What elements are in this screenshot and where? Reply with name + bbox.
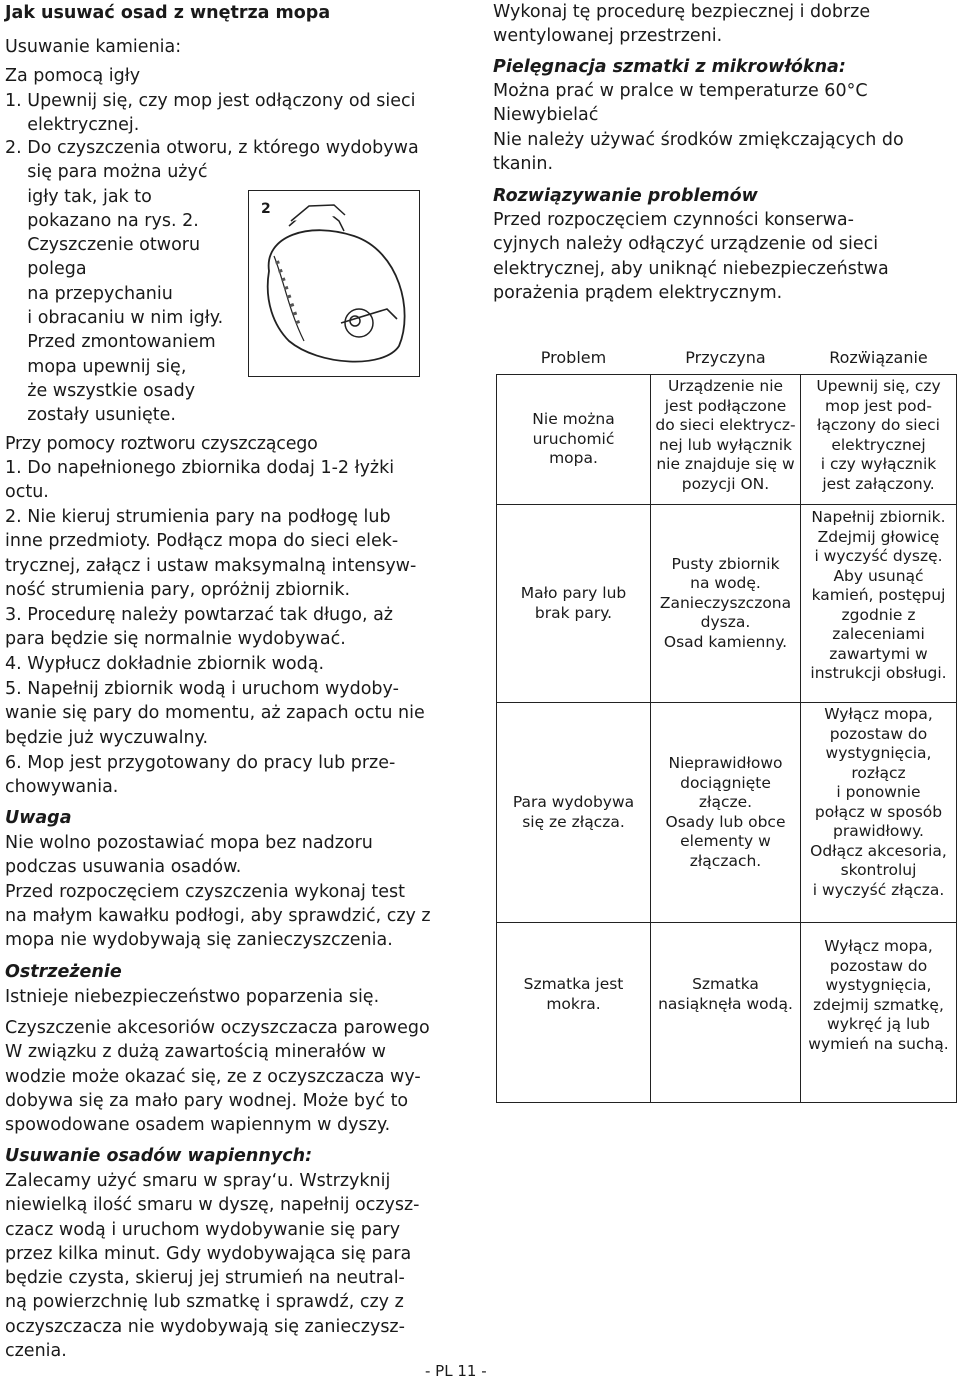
cell-problem: Nie można uruchomić mopa. — [497, 375, 651, 505]
roztwor-step-4: 4. Wypłucz dokładnie zbiornik wodą. — [5, 654, 325, 674]
cell-przyczyna: Szmatka nasiąknęła wodą. — [651, 923, 801, 1103]
table-row — [497, 923, 957, 1103]
cell-przyczyna: Urządzenie nie jest podłączone do sieci elektrycz- nej lub wyłącznik nie znajduje się w pozycji ON. — [651, 375, 801, 505]
cell-problem: Para wydobywa się ze złącza. — [497, 703, 651, 923]
wapienne-heading: Usuwanie osadów wapiennych: — [5, 1146, 313, 1166]
igla-step-2: 2. Do czyszczenia otworu, z którego wydobywa się para można użyć igły tak, jak to pokazano na rys. 2. Czyszczenie otworu polega na przepychaniu i obracaniu w nim igły. Przed zmontowaniem mopa upewnij się, że wszystkie osady zostały usunięte. — [5, 138, 419, 426]
ostrzezenie-heading: Ostrzeżenie — [5, 962, 122, 982]
table-row — [497, 375, 957, 505]
table-row — [497, 505, 957, 703]
roztwor-step-2: 2. Nie kieruj strumienia pary na podłogę lub inne przedmioty. Podłącz mopa do sieci elek- trycznej, załącz i ustaw maksymalną intensyw- ność strumienia pary, opróżnij zbiornik. — [5, 507, 417, 600]
troubleshooting-table — [496, 340, 957, 1103]
section-title: Jak usuwać osad z wnętrza mopa — [5, 3, 331, 23]
roztwor-step-5: 5. Napełnij zbiornik wodą i uruchom wydoby- wanie się pary do momentu, aż zapach octu nie będzie już wyczuwalny. — [5, 679, 425, 748]
figure-2 — [248, 190, 420, 377]
rozwiazywanie-text: Przed rozpoczęciem czynności konserwa- cyjnych należy odłączyć urządzenie od sieci elektrycznej, aby uniknąć niebezpieczeństwa porażenia prądem elektrycznym. — [493, 210, 889, 303]
uwaga-text: Nie wolno pozostawiać mopa bez nadzoru podczas usuwania osadów. Przed rozpoczęciem czyszczenia wykonaj test na małym kawałku podłogi, aby sprawdzić, czy z mopa nie wydobywają się zanieczyszczenia. — [5, 833, 431, 951]
igla-heading: Za pomocą igły — [5, 66, 141, 86]
figure-number: 2 — [261, 201, 271, 217]
table-header-row — [497, 340, 957, 375]
roztwor-step-3: 3. Procedurę należy powtarzać tak długo, aż para będzie się normalnie wydobywać. — [5, 605, 393, 650]
col-header-przyczyna: Przyczyna — [651, 340, 801, 375]
cell-rozwiazanie: Wyłącz mopa, pozostaw do wystygnięcia, rozłącz i ponownie połącz w sposób prawidłowy. Odłącz akcesoria, skontroluj i wyczyść złącza. — [801, 703, 957, 923]
rozwiazywanie-heading: Rozwiązywanie problemów — [493, 186, 758, 206]
roztwor-step-6: 6. Mop jest przygotowany do pracy lub prze- chowywania. — [5, 753, 396, 798]
igla-step-1: 1. Upewnij się, czy mop jest odłączony od sieci elektrycznej. — [5, 91, 416, 136]
page-number: - PL 11 - — [425, 1362, 487, 1380]
pielegnacja-text: Można prać w pralce w temperaturze 60°C Niewybielać Nie należy używać środków zmiękczających do tkanin. — [493, 81, 904, 174]
cell-rozwiazanie: Napełnij zbiornik. Zdejmij głowicę i wyczyść dyszę. Aby usunąć kamień, postępuj zgodnie z zaleceniami zawartymi w instrukcji obsługi. — [801, 505, 957, 703]
kamien-heading: Usuwanie kamienia: — [5, 37, 182, 57]
roztwor-heading: Przy pomocy roztworu czyszczącego — [5, 434, 318, 454]
cell-przyczyna: Nieprawidłowo dociągnięte złącze. Osady lub obce elementy w złączach. — [651, 703, 801, 923]
col-header-rozwiazanie: Rozẅiązanie — [801, 340, 957, 375]
col-header-problem: Problem — [497, 340, 651, 375]
wapienne-text: Zalecamy użyć smaru w spray‘u. Wstrzyknij niewielką ilość smaru w dyszę, napełnij oczysz- czacz wodą i uruchom wydobywanie się pary przez kilka minut. Gdy wydobywająca się para będzie czysta, skieruj jej strumień na neutral- ną powierzchnię lub szmatkę i sprawdź, czy z oczyszczacza nie wydobywają się zanieczysz- czenia. — [5, 1171, 420, 1362]
intro-text: Wykonaj tę procedurę bezpiecznej i dobrze wentylowanej przestrzeni. — [493, 2, 871, 47]
mop-nozzle-illustration — [249, 191, 419, 376]
akcesoria-text: Czyszczenie akcesoriów oczyszczacza parowego W związku z dużą zawartością minerałów w wodzie może okazać się, ze z oczyszczacza wy- dobywa się za mało pary wodnej. Może być to spowodowane osadem wapiennym w dyszy. — [5, 1018, 430, 1136]
uwaga-heading: Uwaga — [5, 808, 72, 828]
roztwor-step-1: 1. Do napełnionego zbiornika dodaj 1-2 łyżki оctu. — [5, 458, 395, 503]
ostrzezenie-text: Istnieje niebezpieczeństwo poparzenia się. — [5, 987, 380, 1007]
table-row — [497, 703, 957, 923]
cell-problem: Mało pary lub brak pary. — [497, 505, 651, 703]
cell-rozwiazanie: Upewnij się, czy mop jest pod- łączony do sieci elektrycznej i czy wyłącznik jest załączony. — [801, 375, 957, 505]
cell-przyczyna: Pusty zbiornik na wodę. Zanieczyszczona dysza. Osad kamienny. — [651, 505, 801, 703]
pielegnacja-heading: Pielęgnacja szmatki z mikrowłókna: — [493, 57, 846, 77]
cell-rozwiazanie: Wyłącz mopa, pozostaw do wystygnięcia, zdejmij szmatkę, wykręć ją lub wymień na suchą. — [801, 923, 957, 1103]
cell-problem: Szmatka jest mokra. — [497, 923, 651, 1103]
